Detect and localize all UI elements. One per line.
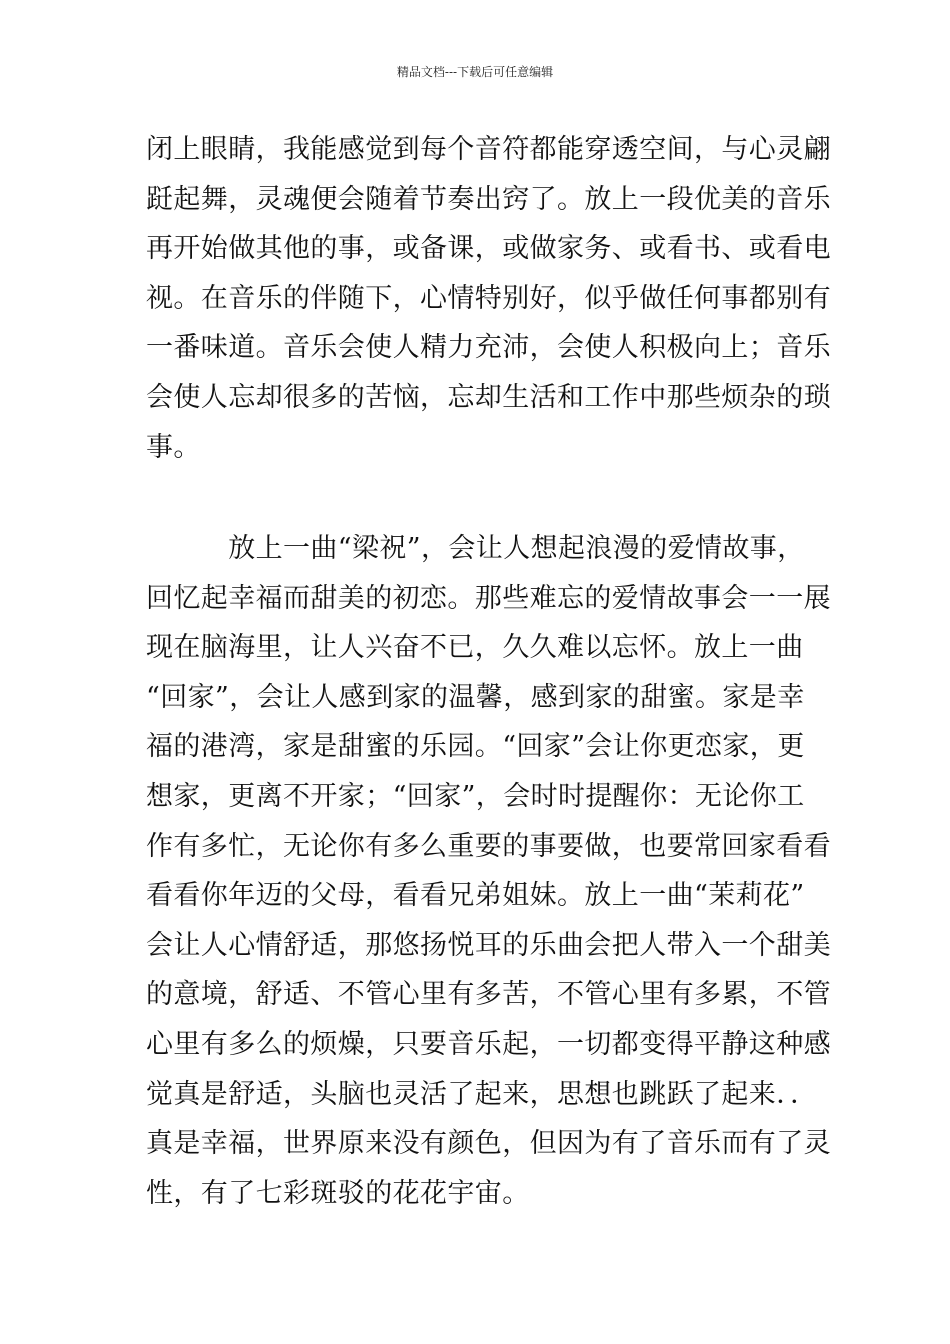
text-line: 福的港湾，家是甜蜜的乐园。“回家”会让你更恋家，更 xyxy=(146,731,805,763)
text-line: 的意境，舒适、不管心里有多苦，不管心里有多累，不管 xyxy=(146,979,831,1011)
text-line: 作有多忙，无论你有多么重要的事要做，也要常回家看看 xyxy=(146,830,831,862)
page-header: 精品文档---下载后可任意编辑 xyxy=(396,65,554,79)
text-line: 看看你年迈的父母，看看兄弟姐妹。放上一曲“茉莉花” xyxy=(146,880,805,912)
text-line: 觉真是舒适，头脑也灵活了起来，思想也跳跃了起来．． xyxy=(146,1078,818,1110)
text-line: 现在脑海里，让人兴奋不已，久久难以忘怀。放上一曲 xyxy=(146,632,804,664)
text-line: 视。在音乐的伴随下，心情特别好，似乎做任何事都别有 xyxy=(146,282,831,314)
text-line: 再开始做其他的事，或备课，或做家务、或看书、或看电 xyxy=(146,233,831,265)
text-line: 会让人心情舒适，那悠扬悦耳的乐曲会把人带入一个甜美 xyxy=(146,929,831,961)
text-line: 闭上眼睛，我能感觉到每个音符都能穿透空间，与心灵翩 xyxy=(146,134,831,165)
text-line: 事。 xyxy=(146,431,201,463)
text-line: 跹起舞，灵魂便会随着节奏出窍了。放上一段优美的音乐 xyxy=(146,183,831,215)
text-line: 心里有多么的烦燥，只要音乐起，一切都变得平静这种感 xyxy=(146,1028,831,1060)
text-line: 真是幸福，世界原来没有颜色，但因为有了音乐而有了灵 xyxy=(146,1128,831,1160)
text-line: 回忆起幸福而甜美的初恋。那些难忘的爱情故事会一一展 xyxy=(146,582,831,614)
paragraph-1 xyxy=(146,125,831,472)
paragraph-2 xyxy=(146,524,831,1218)
text-line: 放上一曲“梁祝”，会让人想起浪漫的爱情故事， xyxy=(146,533,805,564)
text-line: 一番味道。音乐会使人精力充沛，会使人积极向上；音乐 xyxy=(146,332,831,364)
text-line: 会使人忘却很多的苦恼，忘却生活和工作中那些烦杂的琐 xyxy=(146,381,831,413)
text-line: 性，有了七彩斑驳的花花宇宙。 xyxy=(146,1177,530,1209)
text-line: 想家，更离不开家；“回家”，会时时提醒你：无论你工 xyxy=(146,780,805,812)
text-line: “回家”，会让人感到家的温馨，感到家的甜蜜。家是幸 xyxy=(146,681,805,713)
